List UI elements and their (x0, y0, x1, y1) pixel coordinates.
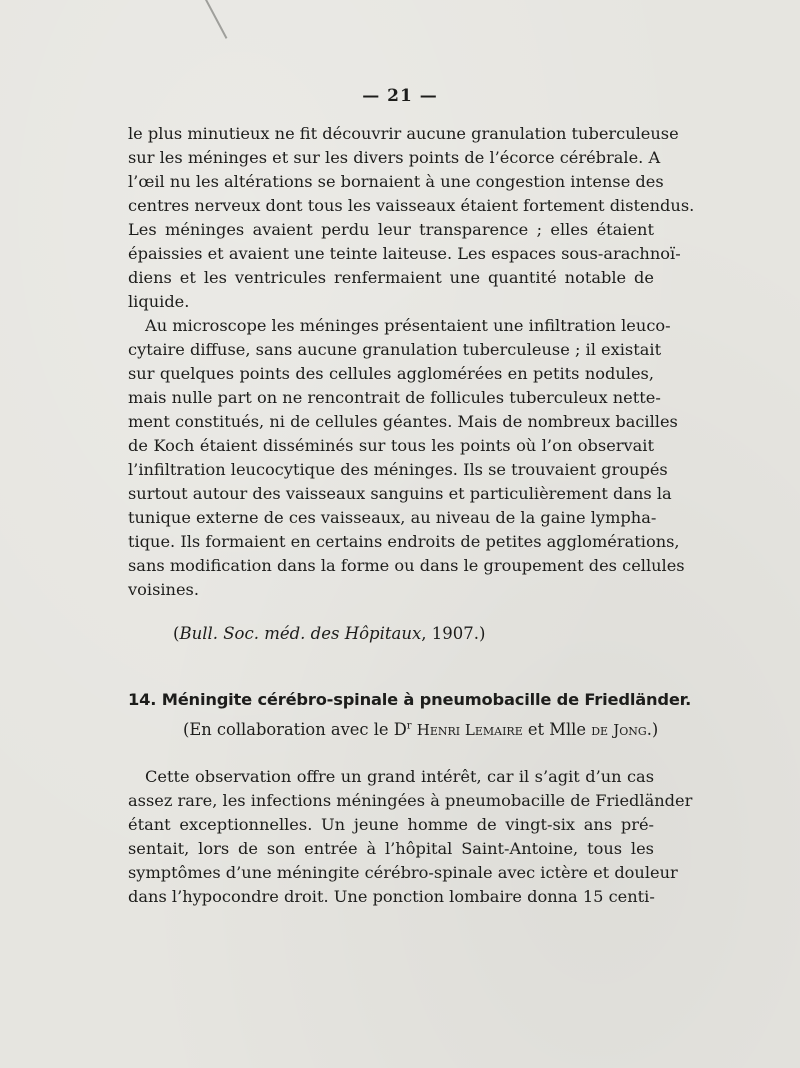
text-line: Cette observation offre un grand intérêt, car il s’agit d’un cas (145, 767, 654, 786)
text-line: tunique externe de ces vaisseaux, au niveau de la gaine lympha- (128, 508, 657, 527)
text-line: étant exceptionnelles. Un jeune homme de vingt-six ans pré- (128, 815, 654, 834)
text-line: l’œil nu les altérations se bornaient à une congestion intense des (128, 172, 664, 191)
collab-prefix: (En collaboration avec le D (183, 720, 407, 739)
text-line: sentait, lors de son entrée à l’hôpital Saint-Antoine, tous les (128, 839, 654, 858)
text-line: diens et les ventricules renfermaient une quantité notable de (128, 268, 654, 287)
text-line: dans l’hypocondre droit. Une ponction lombaire donna 15 centi- (128, 887, 655, 906)
paragraph-1 (128, 122, 695, 314)
citation (173, 624, 485, 643)
text-line: le plus minutieux ne fit découvrir aucune granulation tuberculeuse (128, 124, 679, 143)
collab-and: et Mlle (522, 720, 592, 739)
paragraph-3 (128, 765, 693, 909)
citation-journal: Bull. Soc. méd. des Hôpitaux (179, 624, 422, 643)
citation-year: , 1907.) (421, 624, 486, 643)
citation-open: ( (173, 624, 180, 643)
text-line: symptômes d’une méningite cérébro-spinale avec ictère et douleur (128, 863, 678, 882)
collab-particle: de (591, 721, 609, 739)
collab-suffix: .) (646, 720, 659, 739)
text-line: épaissies et avaient une teinte laiteuse. Les espaces sous-arachnoï- (128, 244, 681, 263)
text-line: surtout autour des vaisseaux sanguins et particulièrement dans la (128, 484, 672, 503)
section-heading: 14. Méningite cérébro-spinale à pneumobacille de Friedländer. (128, 690, 692, 709)
text-line: sur les méninges et sur les divers points de l’écorce cérébrale. A (128, 148, 661, 167)
text-line: sur quelques points des cellules agglomérées en petits nodules, (128, 364, 654, 383)
text-line: l’infiltration leucocytique des méninges. Ils se trouvaient groupés (128, 460, 668, 479)
scan-scratch-mark (205, 0, 227, 39)
text-line: tique. Ils formaient en certains endroits de petites agglomérations, (128, 532, 680, 551)
paragraph-2 (128, 314, 685, 602)
text-line: Les méninges avaient perdu leur transparence ; elles étaient (128, 220, 654, 239)
collaboration-note (183, 720, 658, 739)
collab-last-name: Jong (613, 721, 647, 739)
text-line: voisines. (128, 580, 200, 599)
text-line: centres nerveux dont tous les vaisseaux étaient fortement distendus. (128, 196, 695, 215)
page-number: — 21 — (362, 86, 438, 106)
text-line: cytaire diffuse, sans aucune granulation tuberculeuse ; il existait (128, 340, 662, 359)
text-line: mais nulle part on ne rencontrait de follicules tuberculeux nette- (128, 388, 661, 407)
text-line: assez rare, les infections méningées à pneumobacille de Friedländer (128, 791, 693, 810)
text-line: liquide. (128, 292, 190, 311)
text-line: sans modification dans la forme ou dans le groupement des cellules (128, 556, 685, 575)
text-line: ment constitués, ni de cellules géantes. Mais de nombreux bacilles (128, 412, 678, 431)
collab-name: Henri Lemaire (416, 721, 523, 739)
collab-superscript: r (406, 720, 412, 732)
text-line: Au microscope les méninges présentaient une infiltration leuco- (145, 316, 671, 335)
text-line: de Koch étaient disséminés sur tous les points où l’on observait (128, 436, 654, 455)
